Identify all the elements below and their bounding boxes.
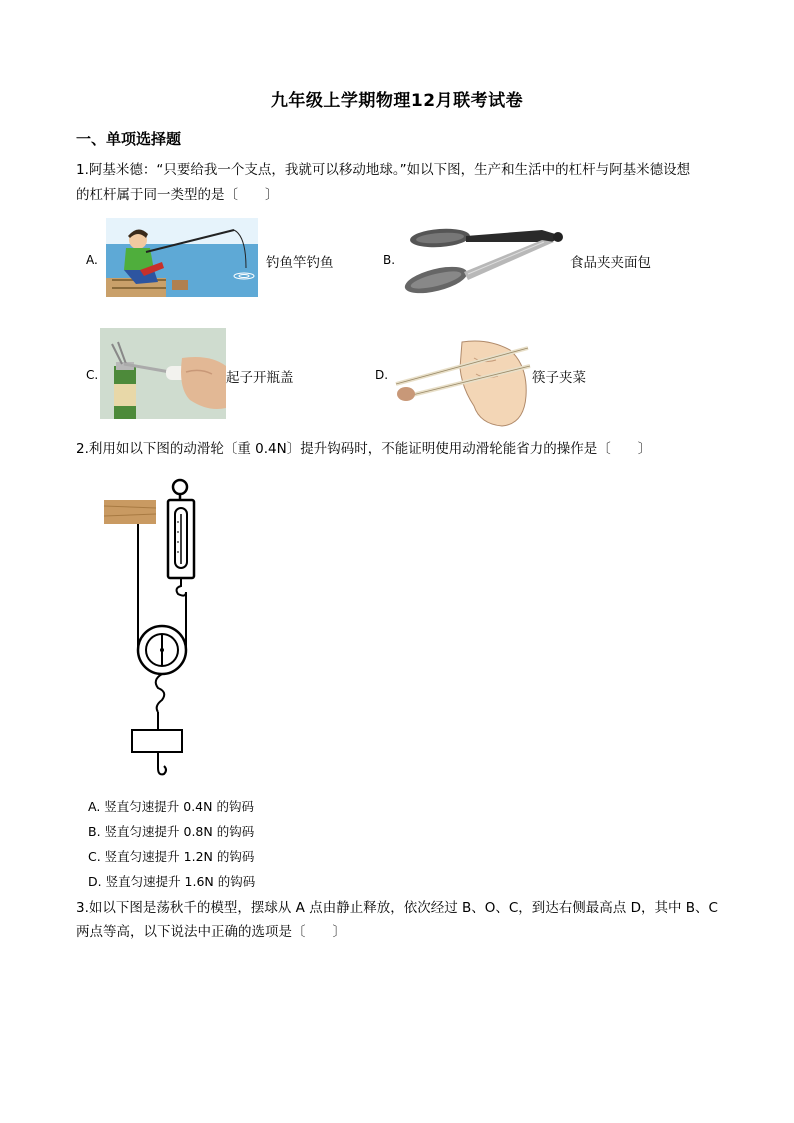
bottle-opener-image <box>100 328 226 419</box>
option-b-label: 食品夹夹面包 <box>570 255 651 271</box>
option-c-letter: C. <box>86 368 99 382</box>
question-2-text: 2.利用如以下图的动滑轮〔重 0.4N〕提升钩码时，不能证明使用动滑轮能省力的操作是〔 〕 <box>76 441 652 457</box>
option-c-label: 起子开瓶盖 <box>226 370 294 386</box>
option-d-label: 筷子夹菜 <box>532 370 586 386</box>
option-a-letter: A. <box>86 253 98 267</box>
question-3-line-1: 3.如以下图是荡秋千的模型，摆球从 A 点由静止释放，依次经过 B、O、C，到达右侧最高点 D，其中 B、C <box>76 900 718 916</box>
question-2-option-b: B. 竖直匀速提升 0.8N 的钩码 <box>88 824 255 839</box>
section-heading: 一、单项选择题 <box>76 130 182 148</box>
question-2-option-a: A. 竖直匀速提升 0.4N 的钩码 <box>88 799 254 814</box>
pulley-diagram <box>98 476 218 786</box>
question-2-option-c: C. 竖直匀速提升 1.2N 的钩码 <box>88 849 255 864</box>
food-tongs-image <box>402 222 566 298</box>
chopsticks-image <box>392 336 532 428</box>
question-1-line-2: 的杠杆属于同一类型的是〔 〕 <box>76 187 279 203</box>
option-b-letter: B. <box>383 253 396 267</box>
fishing-rod-image <box>106 218 258 297</box>
question-2-option-d: D. 竖直匀速提升 1.6N 的钩码 <box>88 874 256 889</box>
option-a-label: 钓鱼竿钓鱼 <box>266 255 334 271</box>
option-d-letter: D. <box>375 368 389 382</box>
page-title: 九年级上学期物理12月联考试卷 <box>270 91 524 111</box>
question-3-line-2: 两点等高，以下说法中正确的选项是〔 〕 <box>76 924 346 940</box>
question-1-line-1: 1.阿基米德：“只要给我一个支点，我就可以移动地球。”如以下图，生产和生活中的杠杆与阿基米德设想 <box>76 162 691 178</box>
